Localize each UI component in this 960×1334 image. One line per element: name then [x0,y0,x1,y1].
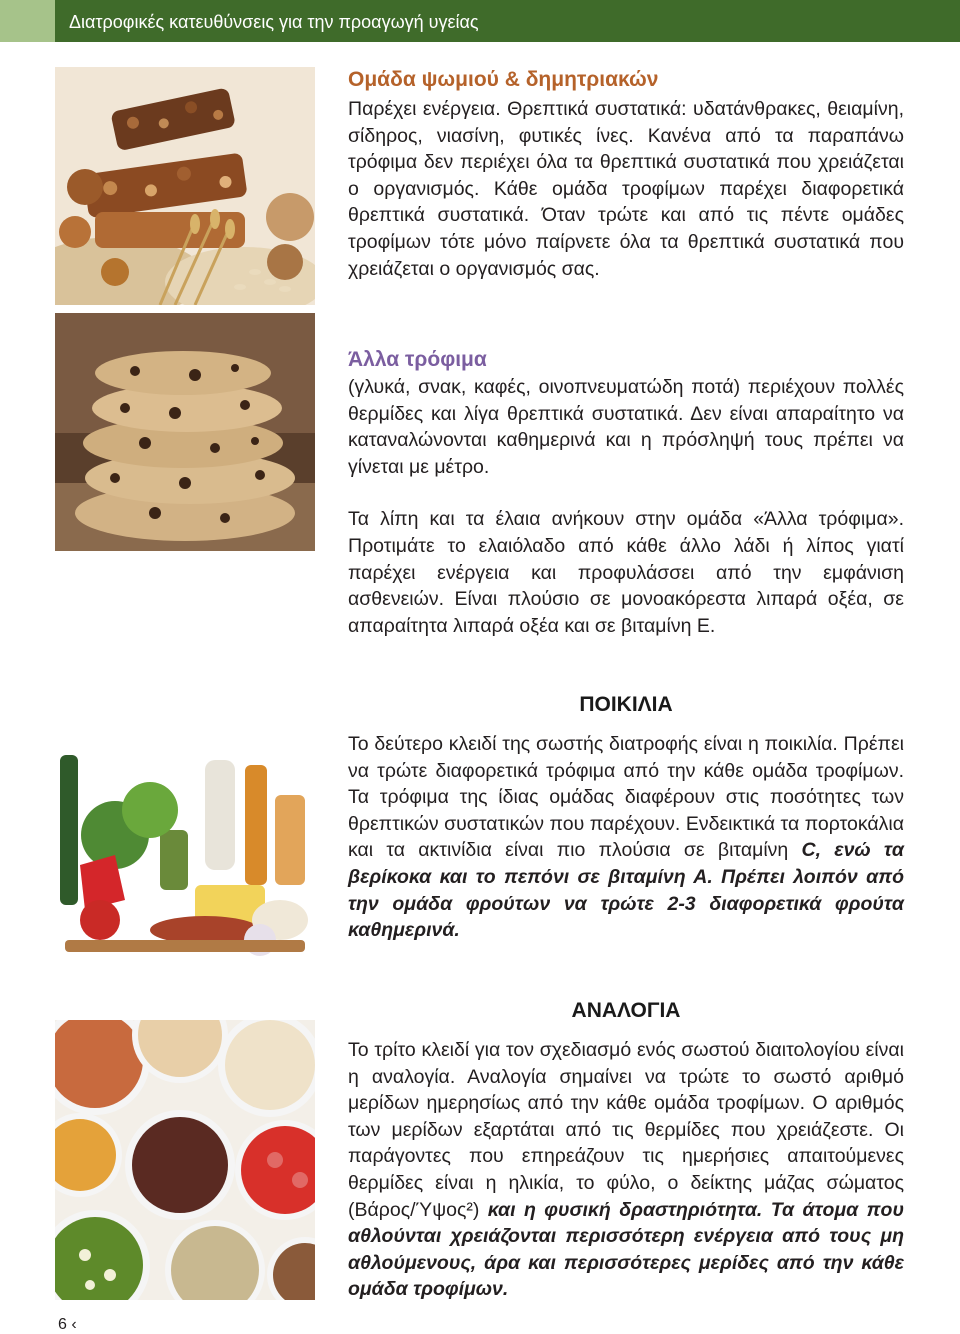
other-foods-section [348,346,904,639]
variety-section [348,691,904,944]
other-foods-heading: Άλλα τρόφιμα [348,348,487,371]
variety-emphasis: C, ενώ τα βερίκοκα και το πεπόνι σε βιταμίνη Α. Πρέπει λοιπόν από την ομάδα φρούτων να τρώτε 2-3 διαφορετικά φρούτα καθημερινά. [348,839,904,942]
page-number: 6 ‹ [58,1316,77,1333]
cookies-photo [55,313,315,551]
bread-cereals-section [348,66,904,282]
fats-oils-text: Τα λίπη και τα έλαια ανήκουν στην ομάδα «Άλλα τρόφιμα». Προτιμάτε το ελαιόλαδο από κάθε άλλο λάδι ή λίπος γιατί παρέχει ενέργεια και προφυλάσσει από την εμφάνιση ασθενειών. Είναι πλούσιο σε μονοακόρεστα λιπαρά οξέα, σε απαραίτητα λιπαρά οξέα και σε βιταμίνη Ε. [348,508,904,637]
stack-of-cookies-icon [55,313,315,551]
bowls-of-nuts-seeds-fruit-icon [55,1020,315,1300]
bowls-photo [55,1020,315,1300]
cereal-bars-nuts-wheat-icon [55,67,315,305]
page-header [55,0,960,42]
proportion-section [348,997,904,1303]
proportion-paragraph [348,1037,904,1303]
bread-cereals-heading: Ομάδα ψωμιού & δημητριακών [348,68,659,91]
assorted-groceries-icon [55,735,315,960]
proportion-emphasis: και η φυσική δραστηριότητα. Τα άτομα που αθλούνται χρειάζονται περισσότερη ενέργεια από τους μη αθλούμενους, άρα και περισσότερες μερίδες από την κάθε ομάδα τροφίμων. [348,1198,904,1301]
proportion-heading: ΑΝΑΛΟΓΙΑ [571,999,681,1022]
variety-heading: ΠΟΙΚΙΛΙΑ [579,693,673,716]
groceries-photo [55,735,315,960]
bread-cereals-text: Παρέχει ενέργεια. Θρεπτικά συστατικά: υδατάνθρακες, θειαμίνη, σίδηρος, νιασίνη, φυτικές ίνες. Κανένα από τα παραπάνω τρόφιμα δεν περιέχει όλα τα θρεπτικά συστατικά που χρειάζεται ο οργανισμός. Κάθε ομάδα τροφίμων παρέχει διαφορετικά θρεπτικά συστατικά. Όταν τρώτε και από τις πέντε ομάδες τροφίμων τότε μόνο παίρνετε όλα τα θρεπτικά συστατικά που χρειάζεται ο οργανισμός σας. [348,98,904,280]
header-title: Διατροφικές κατευθύνσεις για την προαγωγή υγείας [69,12,479,32]
other-foods-text: (γλυκά, σνακ, καφές, οινοπνευματώδη ποτά) περιέχουν πολλές θερμίδες και λίγα θρεπτικά συστατικά. Δεν είναι απαραίτητο να καταναλώνονται καθημερινά και η πρόσληψή τους πρέπει να γίνεται με μέτρο. [348,376,904,478]
cereal-bars-photo [55,67,315,305]
variety-text: Το δεύτερο κλειδί της σωστής διατροφής είναι η ποικιλία. Πρέπει να τρώτε διαφορετικά τρόφιμα από την κάθε ομάδα τροφίμων. Τα τρόφιμα της ίδιας ομάδας διαφέρουν στις ποσότητες των θρεπτικών συστατικών που παρέχουν. Ενδεικτικά τα πορτοκάλια και τα ακτινίδια είναι πιο πλούσια σε βιταμίνη [348,733,904,862]
proportion-text: Το τρίτο κλειδί για τον σχεδιασμό ενός σωστού διαιτολογίου είναι η αναλογία. Αναλογία σημαίνει να τρώτε το σωστό αριθμό μερίδων ημερησίως από την κάθε ομάδα τροφίμων. Ο αριθμός των μερίδων εξαρτάται από τις θερμίδες που χρειάζεστε. Οι παράγοντες που επηρεάζουν τις ημερήσιες απαιτούμενες θερμίδες είναι η ηλικία, το φύλο, ο δείκτης μάζας σώματος (Βάρος/Ύψος²) [348,1039,904,1221]
variety-paragraph [348,731,904,944]
